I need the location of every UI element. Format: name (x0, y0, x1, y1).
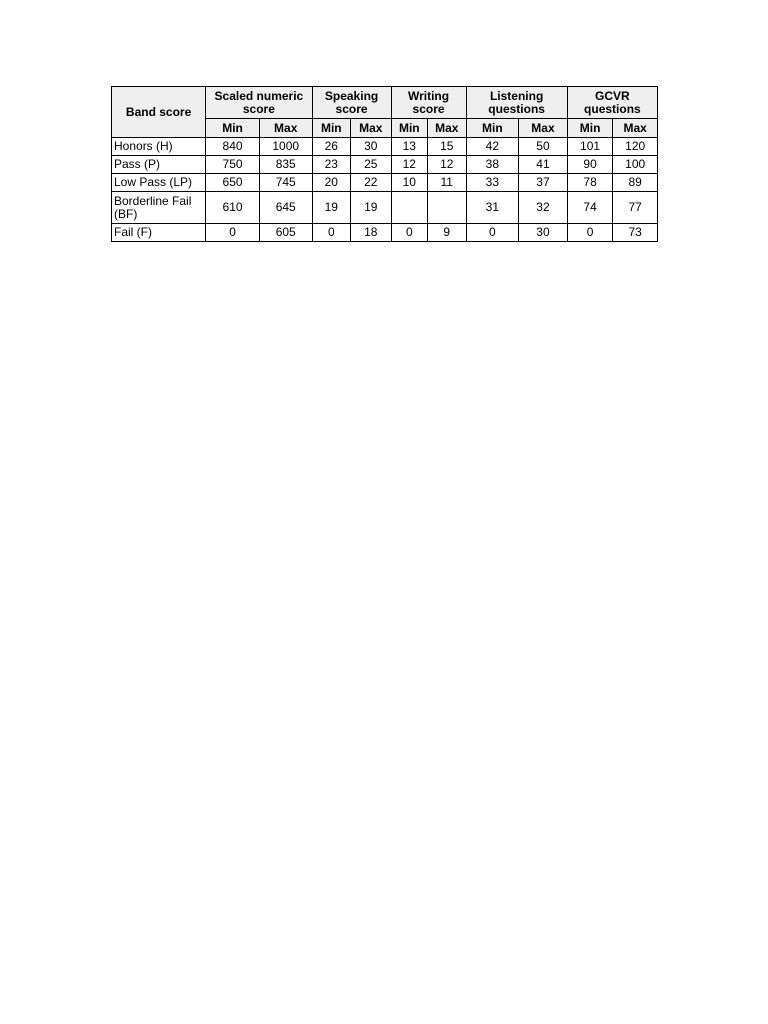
score-cell: 33 (466, 174, 519, 192)
table-row (112, 224, 658, 242)
score-cell: 50 (519, 138, 568, 156)
score-cell: 0 (391, 224, 427, 242)
score-cell: 23 (312, 156, 350, 174)
band-score-table (111, 86, 658, 242)
score-cell: 650 (206, 174, 260, 192)
band-label-cell: Borderline Fail (BF) (112, 192, 206, 224)
table-row (112, 192, 658, 224)
score-cell: 15 (428, 138, 466, 156)
score-cell: 750 (206, 156, 260, 174)
score-cell: 37 (519, 174, 568, 192)
score-cell (428, 192, 466, 224)
score-cell: 835 (259, 156, 312, 174)
band-label-cell: Honors (H) (112, 138, 206, 156)
score-cell: 90 (567, 156, 613, 174)
score-cell: 9 (428, 224, 466, 242)
score-cell: 41 (519, 156, 568, 174)
score-cell: 0 (466, 224, 519, 242)
group-header-scaled-numeric-score: Scaled numeric score (206, 87, 312, 119)
score-cell: 42 (466, 138, 519, 156)
header-row-groups (112, 87, 658, 119)
score-cell: 0 (206, 224, 260, 242)
score-cell: 89 (613, 174, 658, 192)
min-header: Min (466, 119, 519, 138)
score-cell: 20 (312, 174, 350, 192)
score-cell: 0 (312, 224, 350, 242)
band-label-cell: Fail (F) (112, 224, 206, 242)
max-header: Max (351, 119, 392, 138)
band-label-cell: Low Pass (LP) (112, 174, 206, 192)
score-cell: 77 (613, 192, 658, 224)
table-row (112, 156, 658, 174)
score-cell: 18 (351, 224, 392, 242)
score-cell: 25 (351, 156, 392, 174)
score-cell: 74 (567, 192, 613, 224)
max-header: Max (428, 119, 466, 138)
score-cell: 1000 (259, 138, 312, 156)
min-header: Min (567, 119, 613, 138)
max-header: Max (519, 119, 568, 138)
table-row (112, 174, 658, 192)
score-cell: 13 (391, 138, 427, 156)
score-cell: 22 (351, 174, 392, 192)
band-label-cell: Pass (P) (112, 156, 206, 174)
max-header: Max (613, 119, 658, 138)
score-cell: 840 (206, 138, 260, 156)
score-cell: 100 (613, 156, 658, 174)
group-header-writing-score: Writing score (391, 87, 466, 119)
score-cell (391, 192, 427, 224)
score-cell: 11 (428, 174, 466, 192)
score-cell: 745 (259, 174, 312, 192)
score-cell: 645 (259, 192, 312, 224)
min-header: Min (312, 119, 350, 138)
score-cell: 78 (567, 174, 613, 192)
score-cell: 32 (519, 192, 568, 224)
band-score-header: Band score (112, 87, 206, 138)
min-header: Min (206, 119, 260, 138)
score-cell: 19 (351, 192, 392, 224)
score-cell: 31 (466, 192, 519, 224)
score-cell: 120 (613, 138, 658, 156)
score-cell: 101 (567, 138, 613, 156)
score-cell: 10 (391, 174, 427, 192)
score-cell: 19 (312, 192, 350, 224)
score-cell: 605 (259, 224, 312, 242)
score-cell: 12 (391, 156, 427, 174)
max-header: Max (259, 119, 312, 138)
score-cell: 26 (312, 138, 350, 156)
score-cell: 30 (519, 224, 568, 242)
score-cell: 0 (567, 224, 613, 242)
score-cell: 12 (428, 156, 466, 174)
score-cell: 30 (351, 138, 392, 156)
score-cell: 73 (613, 224, 658, 242)
table-body (112, 138, 658, 242)
group-header-gcvr-questions: GCVR questions (567, 87, 657, 119)
min-header: Min (391, 119, 427, 138)
group-header-listening-questions: Listening questions (466, 87, 567, 119)
score-cell: 610 (206, 192, 260, 224)
group-header-speaking-score: Speaking score (312, 87, 391, 119)
score-cell: 38 (466, 156, 519, 174)
table-row (112, 138, 658, 156)
